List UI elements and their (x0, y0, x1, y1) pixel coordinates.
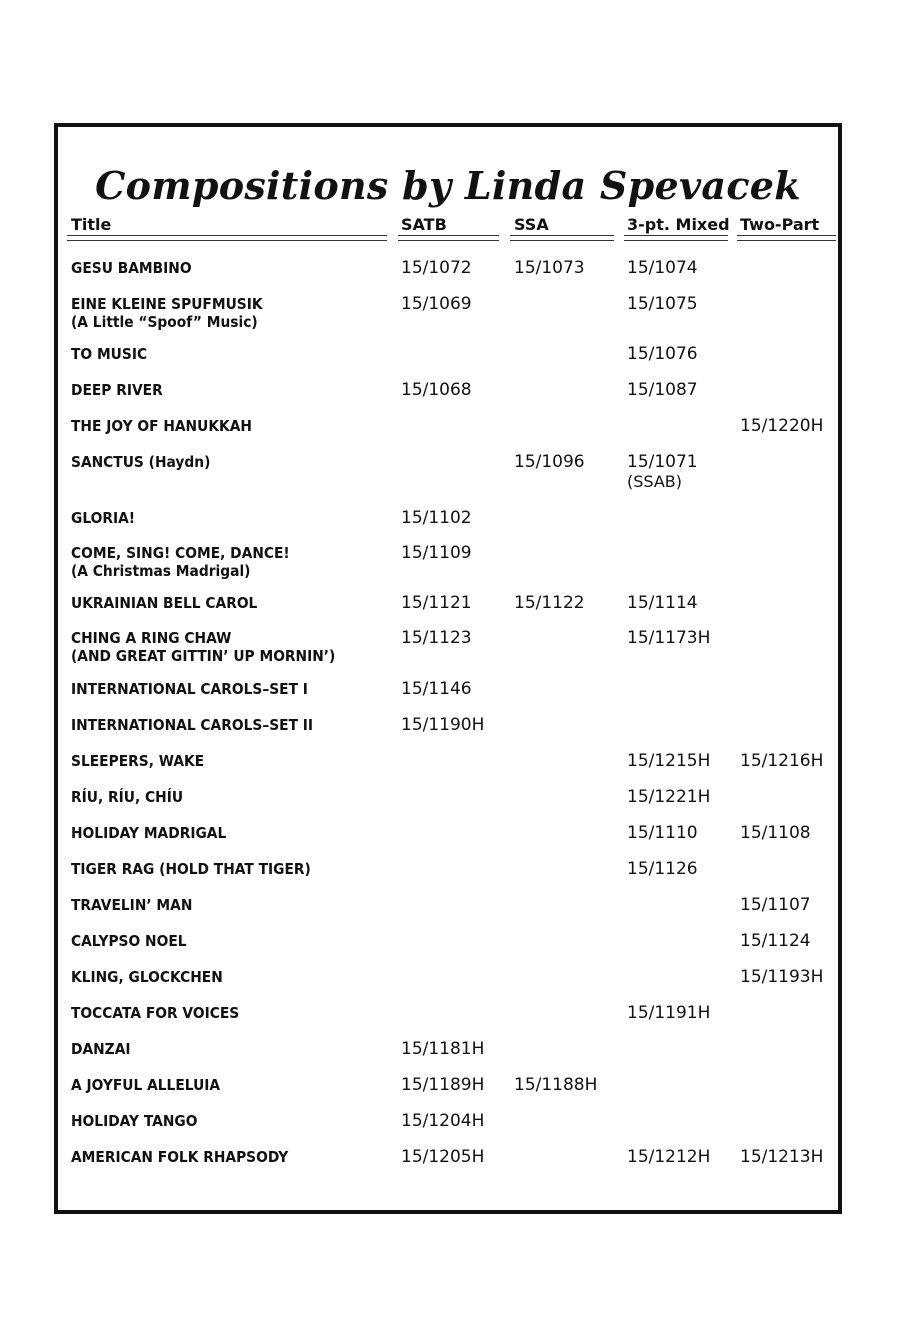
three-pt-mixed-number-value: 15/1126 (627, 859, 698, 879)
composition-title-text: EINE KLEINE SPUFMUSIK (71, 295, 263, 313)
composition-title-text: TO MUSIC (71, 345, 148, 363)
satb-number (401, 295, 472, 314)
three-pt-mixed-number (627, 1004, 710, 1023)
three-pt-mixed-number-value: 15/1110 (627, 823, 698, 843)
composition-subtitle: (AND GREAT GITTIN’ UP MORNIN’) (71, 647, 336, 665)
composition-title-text: INTERNATIONAL CAROLS–SET I (71, 680, 308, 698)
header-rule-ssa (510, 235, 614, 241)
composition-title-text: SANCTUS (Haydn) (71, 453, 211, 471)
composition-subtitle: (A Little “Spoof” Music) (71, 313, 258, 331)
composition-title-text: UKRAINIAN BELL CAROL (71, 594, 258, 612)
three-pt-mixed-number (627, 1148, 710, 1167)
composition-title (71, 417, 252, 435)
two-part-number (740, 1148, 823, 1167)
ssa-number (514, 594, 585, 613)
satb-number-value: 15/1072 (401, 258, 472, 278)
three-pt-mixed-number (627, 752, 710, 771)
ssa-number-value: 15/1096 (514, 452, 585, 472)
ssa-number-value: 15/1122 (514, 593, 585, 613)
composition-title-text: HOLIDAY MADRIGAL (71, 824, 227, 842)
composition-title-text: THE JOY OF HANUKKAH (71, 417, 252, 435)
ssa-number-value: 15/1188H (514, 1075, 598, 1095)
composition-title-text: KLING, GLOCKCHEN (71, 968, 223, 986)
satb-number (401, 1112, 484, 1131)
header-rule-title (67, 235, 387, 241)
satb-number (401, 1148, 484, 1167)
two-part-number-value: 15/1193H (740, 967, 824, 987)
two-part-number-value: 15/1213H (740, 1147, 824, 1167)
satb-number-value: 15/1102 (401, 508, 472, 528)
three-pt-mixed-number-value: 15/1191H (627, 1003, 711, 1023)
composition-title-text: DANZAI (71, 1040, 131, 1058)
two-part-number (740, 417, 823, 436)
header-satb: SATB (401, 215, 447, 234)
composition-title-text: A JOYFUL ALLELUIA (71, 1076, 221, 1094)
header-ssa: SSA (514, 215, 549, 234)
three-pt-mixed-number-value: 15/1212H (627, 1147, 711, 1167)
satb-number-value: 15/1069 (401, 294, 472, 314)
header-title: Title (71, 215, 112, 234)
header-rule-3pt (624, 235, 728, 241)
satb-number-value: 15/1204H (401, 1111, 485, 1131)
composition-title (71, 295, 263, 331)
composition-title (71, 968, 223, 986)
satb-number (401, 629, 472, 648)
composition-title (71, 680, 308, 698)
composition-title (71, 1076, 220, 1094)
three-pt-mixed-number-value: 15/1173H (627, 628, 711, 648)
composition-title (71, 896, 192, 914)
composition-title (71, 594, 257, 612)
satb-number (401, 1076, 484, 1095)
composition-title-text: COME, SING! COME, DANCE! (71, 544, 290, 562)
satb-number (401, 259, 472, 278)
satb-number (401, 716, 484, 735)
header-rule-two-part (737, 235, 836, 241)
satb-number (401, 1040, 484, 1059)
composition-title (71, 509, 135, 527)
three-pt-mixed-number (627, 824, 698, 843)
three-pt-mixed-number-value: 15/1075 (627, 294, 698, 314)
ssa-number-value: 15/1073 (514, 258, 585, 278)
satb-number (401, 381, 472, 400)
composition-title-text: AMERICAN FOLK RHAPSODY (71, 1148, 289, 1166)
three-pt-mixed-number-value: 15/1221H (627, 787, 711, 807)
composition-title (71, 824, 226, 842)
composition-title-text: SLEEPERS, WAKE (71, 752, 205, 770)
three-pt-mixed-number (627, 259, 698, 278)
satb-number (401, 509, 472, 528)
ssa-number (514, 453, 585, 472)
composition-title (71, 453, 210, 471)
composition-title (71, 259, 192, 277)
satb-number-value: 15/1190H (401, 715, 485, 735)
voicing-note: (SSAB) (627, 472, 683, 491)
satb-number-value: 15/1181H (401, 1039, 485, 1059)
composition-title-text: TIGER RAG (HOLD THAT TIGER) (71, 860, 311, 878)
satb-number-value: 15/1123 (401, 628, 472, 648)
composition-title (71, 629, 335, 665)
satb-number-value: 15/1121 (401, 593, 472, 613)
composition-title (71, 788, 183, 806)
three-pt-mixed-number (627, 453, 698, 491)
composition-title (71, 544, 290, 580)
two-part-number (740, 932, 811, 951)
three-pt-mixed-number-value: 15/1215H (627, 751, 711, 771)
three-pt-mixed-number (627, 629, 710, 648)
header-3pt-mixed: 3-pt. Mixed (627, 215, 730, 234)
composition-title (71, 1112, 197, 1130)
three-pt-mixed-number (627, 381, 698, 400)
two-part-number-value: 15/1107 (740, 895, 811, 915)
two-part-number (740, 752, 823, 771)
composition-title (71, 1148, 288, 1166)
composition-title (71, 932, 187, 950)
composition-title (71, 752, 204, 770)
composition-title-text: CHING A RING CHAW (71, 629, 232, 647)
three-pt-mixed-number-value: 15/1074 (627, 258, 698, 278)
satb-number (401, 544, 472, 563)
compositions-frame (54, 123, 842, 1214)
two-part-number-value: 15/1108 (740, 823, 811, 843)
composition-subtitle: (A Christmas Madrigal) (71, 562, 251, 580)
satb-number-value: 15/1109 (401, 543, 472, 563)
composition-title-text: DEEP RIVER (71, 381, 163, 399)
ssa-number (514, 259, 585, 278)
composition-title (71, 860, 311, 878)
satb-number (401, 680, 472, 699)
header-rule-satb (398, 235, 499, 241)
composition-title (71, 716, 313, 734)
three-pt-mixed-number (627, 295, 698, 314)
two-part-number-value: 15/1216H (740, 751, 824, 771)
composition-title-text: CALYPSO NOEL (71, 932, 187, 950)
satb-number-value: 15/1146 (401, 679, 472, 699)
satb-number-value: 15/1189H (401, 1075, 485, 1095)
three-pt-mixed-number (627, 345, 698, 364)
composition-title-text: GESU BAMBINO (71, 259, 192, 277)
satb-number-value: 15/1205H (401, 1147, 485, 1167)
three-pt-mixed-number-value: 15/1087 (627, 380, 698, 400)
two-part-number-value: 15/1220H (740, 416, 824, 436)
three-pt-mixed-number-value: 15/1076 (627, 344, 698, 364)
composition-title (71, 345, 147, 363)
composition-title-text: GLORIA! (71, 509, 136, 527)
satb-number (401, 594, 472, 613)
composition-title-text: INTERNATIONAL CAROLS–SET II (71, 716, 314, 734)
ssa-number (514, 1076, 597, 1095)
satb-number-value: 15/1068 (401, 380, 472, 400)
two-part-number (740, 824, 811, 843)
three-pt-mixed-number (627, 860, 698, 879)
composition-title-text: TOCCATA FOR VOICES (71, 1004, 240, 1022)
composition-title-text: RÍU, RÍU, CHÍU (71, 788, 184, 806)
three-pt-mixed-number-value: 15/1114 (627, 593, 698, 613)
two-part-number (740, 968, 823, 987)
three-pt-mixed-number-value: 15/1071 (627, 452, 698, 472)
composition-title (71, 381, 163, 399)
two-part-number (740, 896, 811, 915)
header-two-part: Two-Part (740, 215, 820, 234)
composition-title (71, 1004, 239, 1022)
composition-title-text: HOLIDAY TANGO (71, 1112, 198, 1130)
page-title: Compositions by Linda Spevacek (95, 163, 801, 208)
three-pt-mixed-number (627, 594, 698, 613)
composition-title-text: TRAVELIN’ MAN (71, 896, 193, 914)
three-pt-mixed-number (627, 788, 710, 807)
two-part-number-value: 15/1124 (740, 931, 811, 951)
composition-title (71, 1040, 131, 1058)
